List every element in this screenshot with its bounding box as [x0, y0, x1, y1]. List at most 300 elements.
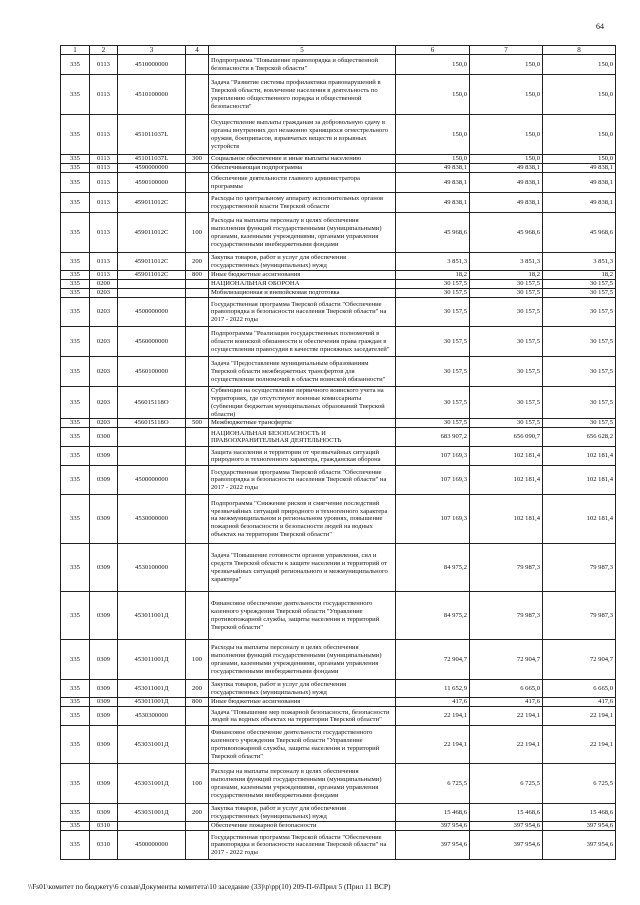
- ministry-code-cell: 335: [61, 115, 90, 155]
- expense-type-cell: [186, 115, 209, 155]
- amount-year1-cell: 30 157,5: [396, 357, 470, 387]
- section-code-cell: 0203: [90, 419, 118, 428]
- amount-year1-cell: 11 652,9: [396, 680, 470, 698]
- ministry-code-cell: 335: [61, 495, 90, 544]
- amount-year3-cell: 6 725,5: [543, 764, 616, 804]
- amount-year3-cell: 22 194,1: [543, 707, 616, 726]
- expense-type-cell: [186, 75, 209, 115]
- amount-year2-cell: 102 181,4: [470, 447, 543, 466]
- table-row: [61, 495, 616, 544]
- amount-year3-cell: 150,0: [543, 155, 616, 164]
- column-number: 4: [186, 46, 209, 55]
- target-article-cell: [118, 447, 186, 466]
- amount-year1-cell: 15 468,6: [396, 804, 470, 822]
- expense-type-cell: 100: [186, 640, 209, 680]
- ministry-code-cell: 335: [61, 592, 90, 640]
- expense-type-cell: [186, 357, 209, 387]
- expense-type-cell: 800: [186, 271, 209, 280]
- amount-year1-cell: 30 157,5: [396, 419, 470, 428]
- expense-type-cell: [186, 193, 209, 213]
- amount-year2-cell: 49 838,1: [470, 164, 543, 173]
- amount-year2-cell: 79 987,3: [470, 592, 543, 640]
- target-article-cell: 4530300000: [118, 707, 186, 726]
- table-row: [61, 544, 616, 592]
- item-name-cell: Иные бюджетные ассигнования: [209, 698, 396, 707]
- amount-year3-cell: 102 181,4: [543, 447, 616, 466]
- amount-year1-cell: 22 194,1: [396, 726, 470, 764]
- table-row: [61, 447, 616, 466]
- section-code-cell: 0203: [90, 357, 118, 387]
- amount-year2-cell: 22 194,1: [470, 707, 543, 726]
- section-code-cell: 0300: [90, 428, 118, 447]
- ministry-code-cell: 335: [61, 726, 90, 764]
- expense-type-cell: [186, 447, 209, 466]
- expense-type-cell: 300: [186, 155, 209, 164]
- section-code-cell: 0309: [90, 804, 118, 822]
- section-code-cell: 0309: [90, 726, 118, 764]
- ministry-code-cell: 335: [61, 280, 90, 289]
- target-article-cell: [118, 289, 186, 298]
- table-row: [61, 155, 616, 164]
- amount-year2-cell: 397 954,6: [470, 831, 543, 860]
- ministry-code-cell: 335: [61, 544, 90, 592]
- section-code-cell: 0113: [90, 173, 118, 193]
- item-name-cell: Мобилизационная и вневойсковая подготовка: [209, 289, 396, 298]
- section-code-cell: 0309: [90, 707, 118, 726]
- amount-year2-cell: 150,0: [470, 115, 543, 155]
- target-article-cell: 4500000000: [118, 831, 186, 860]
- section-code-cell: 0113: [90, 213, 118, 253]
- item-name-cell: НАЦИОНАЛЬНАЯ ОБОРОНА: [209, 280, 396, 289]
- target-article-cell: 453011001Д: [118, 698, 186, 707]
- item-name-cell: Государственная программа Тверской области "Обеспечение правопорядка и безопасности населения Тверской области" на 2017 - 2022 годы: [209, 298, 396, 327]
- column-number: 7: [470, 46, 543, 55]
- ministry-code-cell: 335: [61, 447, 90, 466]
- target-article-cell: 4590100000: [118, 173, 186, 193]
- amount-year3-cell: 397 954,6: [543, 822, 616, 831]
- expense-type-cell: [186, 298, 209, 327]
- amount-year1-cell: 30 157,5: [396, 327, 470, 357]
- amount-year1-cell: 6 725,5: [396, 764, 470, 804]
- amount-year3-cell: 79 987,3: [543, 544, 616, 592]
- item-name-cell: НАЦИОНАЛЬНАЯ БЕЗОПАСНОСТЬ И ПРАВООХРАНИТЕЛЬНАЯ ДЕЯТЕЛЬНОСТЬ: [209, 428, 396, 447]
- item-name-cell: Расходы на выплаты персоналу в целях обеспечения выполнения функций государственными (муниципальными) органами, казенными учреждениями, органами управления государственными внебюджетными фондами: [209, 764, 396, 804]
- expense-type-cell: [186, 707, 209, 726]
- item-name-cell: Защита населения и территории от чрезвычайных ситуаций природного и техногенного характера, гражданская оборона: [209, 447, 396, 466]
- expense-type-cell: [186, 831, 209, 860]
- item-name-cell: Расходы на выплаты персоналу в целях обеспечения выполнения функций государственными (муниципальными) органами, казенными учреждениями, органами управления государственными внебюджетными фондами: [209, 640, 396, 680]
- item-name-cell: Обеспечение пожарной безопасности: [209, 822, 396, 831]
- table-row: [61, 680, 616, 698]
- table-row: [61, 428, 616, 447]
- section-code-cell: 0113: [90, 155, 118, 164]
- item-name-cell: Финансовое обеспечение деятельности государственного казенного учреждения Тверской области "Управление противопожарной службы, защиты населения и территорий Тверской области": [209, 726, 396, 764]
- ministry-code-cell: 335: [61, 680, 90, 698]
- section-code-cell: 0200: [90, 280, 118, 289]
- target-article-cell: 459011012С: [118, 253, 186, 271]
- item-name-cell: Межбюджетные трансферты: [209, 419, 396, 428]
- table-row: [61, 831, 616, 860]
- ministry-code-cell: 335: [61, 164, 90, 173]
- amount-year2-cell: 18,2: [470, 271, 543, 280]
- expense-type-cell: 100: [186, 213, 209, 253]
- target-article-cell: 459011012С: [118, 213, 186, 253]
- amount-year1-cell: 3 851,3: [396, 253, 470, 271]
- amount-year1-cell: 150,0: [396, 155, 470, 164]
- section-code-cell: 0113: [90, 75, 118, 115]
- amount-year1-cell: 22 194,1: [396, 707, 470, 726]
- amount-year3-cell: 102 181,4: [543, 495, 616, 544]
- expense-type-cell: [186, 592, 209, 640]
- amount-year3-cell: 30 157,5: [543, 387, 616, 419]
- item-name-cell: Задача "Повышение мер пожарной безопасности, безопасности людей на водных объектах на территории Тверской области": [209, 707, 396, 726]
- ministry-code-cell: 335: [61, 55, 90, 75]
- section-code-cell: 0203: [90, 327, 118, 357]
- table-row: [61, 289, 616, 298]
- ministry-code-cell: 335: [61, 327, 90, 357]
- item-name-cell: Финансовое обеспечение деятельности государственного казенного учреждения Тверской области "Управление противопожарной службы, защиты населения и территорий Тверской области": [209, 592, 396, 640]
- amount-year2-cell: 656 090,7: [470, 428, 543, 447]
- expense-type-cell: 100: [186, 764, 209, 804]
- item-name-cell: Расходы на выплаты персоналу в целях обеспечения выполнения функций государственными (муниципальными) органами, казенными учреждениями, органами управления государственными внебюджетными фондами: [209, 213, 396, 253]
- item-name-cell: Подпрограмма "Повышение правопорядка и общественной безопасности в Тверской области": [209, 55, 396, 75]
- section-code-cell: 0310: [90, 831, 118, 860]
- amount-year3-cell: 6 665,0: [543, 680, 616, 698]
- column-number: 1: [61, 46, 90, 55]
- table-row: [61, 193, 616, 213]
- amount-year3-cell: 150,0: [543, 75, 616, 115]
- budget-table: [60, 45, 616, 860]
- target-article-cell: 453011001Д: [118, 592, 186, 640]
- amount-year3-cell: 30 157,5: [543, 357, 616, 387]
- ministry-code-cell: 335: [61, 804, 90, 822]
- amount-year2-cell: 102 181,4: [470, 495, 543, 544]
- target-article-cell: 4500000000: [118, 466, 186, 495]
- amount-year2-cell: 72 904,7: [470, 640, 543, 680]
- expense-type-cell: 800: [186, 698, 209, 707]
- table-row: [61, 357, 616, 387]
- item-name-cell: Иные бюджетные ассигнования: [209, 271, 396, 280]
- amount-year1-cell: 49 838,1: [396, 193, 470, 213]
- table-row: [61, 327, 616, 357]
- amount-year3-cell: 72 904,7: [543, 640, 616, 680]
- table-row: [61, 271, 616, 280]
- item-name-cell: Задача "Повышение готовности органов управления, сил и средств Тверской области к защите населения и территорий от чрезвычайных ситуаций регионального и межмуниципального характера": [209, 544, 396, 592]
- expense-type-cell: [186, 495, 209, 544]
- target-article-cell: 459011012С: [118, 193, 186, 213]
- amount-year3-cell: 30 157,5: [543, 419, 616, 428]
- section-code-cell: 0310: [90, 822, 118, 831]
- target-article-cell: 4510100000: [118, 75, 186, 115]
- item-name-cell: Обеспечивающая подпрограмма: [209, 164, 396, 173]
- table-row: [61, 253, 616, 271]
- amount-year1-cell: 107 169,3: [396, 447, 470, 466]
- expense-type-cell: [186, 387, 209, 419]
- item-name-cell: Закупка товаров, работ и услуг для обеспечения государственных (муниципальных) нужд: [209, 253, 396, 271]
- target-article-cell: 453031001Д: [118, 804, 186, 822]
- amount-year3-cell: 30 157,5: [543, 327, 616, 357]
- table-row: [61, 822, 616, 831]
- target-article-cell: 459011012С: [118, 271, 186, 280]
- expense-type-cell: 200: [186, 253, 209, 271]
- amount-year1-cell: 397 954,6: [396, 831, 470, 860]
- amount-year3-cell: 102 181,4: [543, 466, 616, 495]
- item-name-cell: Задача "Развитие системы профилактики правонарушений в Тверской области, вовлечение населения в деятельность по укреплению общественного порядка и общественной безопасности": [209, 75, 396, 115]
- amount-year2-cell: 30 157,5: [470, 357, 543, 387]
- target-article-cell: 4560000000: [118, 327, 186, 357]
- amount-year1-cell: 72 904,7: [396, 640, 470, 680]
- amount-year1-cell: 30 157,5: [396, 387, 470, 419]
- section-code-cell: 0203: [90, 298, 118, 327]
- amount-year2-cell: 102 181,4: [470, 466, 543, 495]
- target-article-cell: [118, 822, 186, 831]
- amount-year3-cell: 49 838,1: [543, 164, 616, 173]
- expense-type-cell: [186, 55, 209, 75]
- amount-year1-cell: 150,0: [396, 55, 470, 75]
- amount-year1-cell: 417,6: [396, 698, 470, 707]
- ministry-code-cell: 335: [61, 707, 90, 726]
- expense-type-cell: [186, 280, 209, 289]
- amount-year3-cell: 150,0: [543, 115, 616, 155]
- section-code-cell: 0309: [90, 544, 118, 592]
- expense-type-cell: [186, 289, 209, 298]
- target-article-cell: 451011037L: [118, 115, 186, 155]
- ministry-code-cell: 335: [61, 75, 90, 115]
- section-code-cell: 0309: [90, 592, 118, 640]
- amount-year3-cell: 397 954,6: [543, 831, 616, 860]
- amount-year3-cell: 3 851,3: [543, 253, 616, 271]
- ministry-code-cell: 335: [61, 173, 90, 193]
- amount-year2-cell: 417,6: [470, 698, 543, 707]
- table-row: [61, 592, 616, 640]
- item-name-cell: Государственная программа Тверской области "Обеспечение правопорядка и безопасности населения Тверской области" на 2017 - 2022 годы: [209, 831, 396, 860]
- amount-year3-cell: 30 157,5: [543, 280, 616, 289]
- target-article-cell: 453011001Д: [118, 640, 186, 680]
- amount-year3-cell: 45 968,6: [543, 213, 616, 253]
- ministry-code-cell: 335: [61, 357, 90, 387]
- expense-type-cell: [186, 822, 209, 831]
- expense-type-cell: [186, 327, 209, 357]
- section-code-cell: 0113: [90, 55, 118, 75]
- column-number: 5: [209, 46, 396, 55]
- column-number: 6: [396, 46, 470, 55]
- target-article-cell: [118, 428, 186, 447]
- target-article-cell: 456015118О: [118, 387, 186, 419]
- amount-year1-cell: 30 157,5: [396, 298, 470, 327]
- amount-year2-cell: 150,0: [470, 75, 543, 115]
- amount-year3-cell: 22 194,1: [543, 726, 616, 764]
- section-code-cell: 0309: [90, 466, 118, 495]
- ministry-code-cell: 335: [61, 698, 90, 707]
- amount-year1-cell: 107 169,3: [396, 466, 470, 495]
- section-code-cell: 0309: [90, 698, 118, 707]
- amount-year3-cell: 30 157,5: [543, 289, 616, 298]
- table-row: [61, 804, 616, 822]
- amount-year3-cell: 656 628,2: [543, 428, 616, 447]
- table-row: [61, 280, 616, 289]
- table-row: [61, 115, 616, 155]
- amount-year2-cell: 30 157,5: [470, 289, 543, 298]
- target-article-cell: 451011037L: [118, 155, 186, 164]
- expense-type-cell: [186, 173, 209, 193]
- amount-year2-cell: 49 838,1: [470, 173, 543, 193]
- section-code-cell: 0113: [90, 253, 118, 271]
- ministry-code-cell: 335: [61, 419, 90, 428]
- column-number: 3: [118, 46, 186, 55]
- item-name-cell: Социальное обеспечение и иные выплаты населению: [209, 155, 396, 164]
- expense-type-cell: [186, 466, 209, 495]
- ministry-code-cell: 335: [61, 289, 90, 298]
- page-number: 64: [596, 22, 604, 31]
- amount-year3-cell: 49 838,1: [543, 193, 616, 213]
- column-number: 8: [543, 46, 616, 55]
- amount-year1-cell: 49 838,1: [396, 164, 470, 173]
- target-article-cell: 453031001Д: [118, 764, 186, 804]
- table-row: [61, 726, 616, 764]
- expense-type-cell: [186, 428, 209, 447]
- amount-year2-cell: 49 838,1: [470, 193, 543, 213]
- item-name-cell: Задача "Предоставление муниципальным образованиям Тверской области межбюджетных трансфертов для осуществления полномочий в области воинской обязанности": [209, 357, 396, 387]
- expense-type-cell: 200: [186, 804, 209, 822]
- amount-year3-cell: 150,0: [543, 55, 616, 75]
- target-article-cell: [118, 280, 186, 289]
- item-name-cell: Расходы по центральному аппарату исполнительных органов государственной власти Тверской области: [209, 193, 396, 213]
- table-row: [61, 419, 616, 428]
- item-name-cell: Закупка товаров, работ и услуг для обеспечения государственных (муниципальных) нужд: [209, 680, 396, 698]
- table-row: [61, 173, 616, 193]
- amount-year2-cell: 30 157,5: [470, 387, 543, 419]
- item-name-cell: Государственная программа Тверской области "Обеспечение правопорядка и безопасности населения Тверской области" на 2017 - 2022 годы: [209, 466, 396, 495]
- target-article-cell: 456015118О: [118, 419, 186, 428]
- section-code-cell: 0309: [90, 447, 118, 466]
- ministry-code-cell: 335: [61, 640, 90, 680]
- amount-year2-cell: 30 157,5: [470, 280, 543, 289]
- amount-year1-cell: 30 157,5: [396, 280, 470, 289]
- amount-year2-cell: 6 665,0: [470, 680, 543, 698]
- expense-type-cell: 200: [186, 680, 209, 698]
- footer-file-path: \\Fs01\комитет по бюджету\6 созыв\Документы комитета\10 заседание (33)\р\рр(10) 209-П-6\Прил 5 (Прил 11 ВСР): [28, 882, 391, 891]
- table-row: [61, 387, 616, 419]
- amount-year1-cell: 107 169,3: [396, 495, 470, 544]
- amount-year2-cell: 150,0: [470, 155, 543, 164]
- table-row: [61, 75, 616, 115]
- amount-year2-cell: 397 954,6: [470, 822, 543, 831]
- target-article-cell: 4530100000: [118, 544, 186, 592]
- table-row: [61, 698, 616, 707]
- ministry-code-cell: 335: [61, 822, 90, 831]
- amount-year3-cell: 79 987,3: [543, 592, 616, 640]
- amount-year2-cell: 79 987,3: [470, 544, 543, 592]
- expense-type-cell: [186, 726, 209, 764]
- amount-year1-cell: 84 975,2: [396, 592, 470, 640]
- ministry-code-cell: 335: [61, 764, 90, 804]
- amount-year3-cell: 30 157,5: [543, 298, 616, 327]
- target-article-cell: 4590000000: [118, 164, 186, 173]
- table-row: [61, 164, 616, 173]
- target-article-cell: 453031001Д: [118, 726, 186, 764]
- amount-year1-cell: 30 157,5: [396, 289, 470, 298]
- amount-year1-cell: 397 954,6: [396, 822, 470, 831]
- amount-year1-cell: 45 968,6: [396, 213, 470, 253]
- section-code-cell: 0113: [90, 271, 118, 280]
- section-code-cell: 0113: [90, 193, 118, 213]
- item-name-cell: Обеспечение деятельности главного администратора программы: [209, 173, 396, 193]
- amount-year3-cell: 49 838,1: [543, 173, 616, 193]
- amount-year2-cell: 22 194,1: [470, 726, 543, 764]
- amount-year2-cell: 15 468,6: [470, 804, 543, 822]
- amount-year1-cell: 683 907,2: [396, 428, 470, 447]
- section-code-cell: 0203: [90, 387, 118, 419]
- item-name-cell: Осуществление выплаты гражданам за добровольную сдачу в органы внутренних дел незаконно хранящихся огнестрельного оружия, боеприпасов, взрывчатых веществ и взрывных устройств: [209, 115, 396, 155]
- amount-year2-cell: 150,0: [470, 55, 543, 75]
- item-name-cell: Подпрограмма "Снижение рисков и смягчение последствий чрезвычайных ситуаций природного и техногенного характера на межмуниципальном и региональном уровнях, повышение пожарной безопасности и безопасности людей на водных объектах на территории Тверской области": [209, 495, 396, 544]
- table-row: [61, 55, 616, 75]
- amount-year2-cell: 45 968,6: [470, 213, 543, 253]
- expense-type-cell: 500: [186, 419, 209, 428]
- section-code-cell: 0113: [90, 164, 118, 173]
- section-code-cell: 0309: [90, 495, 118, 544]
- section-code-cell: 0113: [90, 115, 118, 155]
- ministry-code-cell: 335: [61, 253, 90, 271]
- amount-year2-cell: 30 157,5: [470, 298, 543, 327]
- amount-year2-cell: 30 157,5: [470, 419, 543, 428]
- amount-year2-cell: 3 851,3: [470, 253, 543, 271]
- table-row: [61, 707, 616, 726]
- item-name-cell: Субвенции на осуществление первичного воинского учета на территориях, где отсутствуют военные комиссариаты (субвенции бюджетам муниципальных образований Тверской области): [209, 387, 396, 419]
- item-name-cell: Подпрограмма "Реализация государственных полномочий в области воинской обязанности и обеспечения права граждан в осуществлении правосудия в качестве присяжных заседателей": [209, 327, 396, 357]
- amount-year1-cell: 150,0: [396, 75, 470, 115]
- ministry-code-cell: 335: [61, 155, 90, 164]
- expense-type-cell: [186, 164, 209, 173]
- amount-year1-cell: 150,0: [396, 115, 470, 155]
- amount-year2-cell: 30 157,5: [470, 327, 543, 357]
- section-code-cell: 0309: [90, 680, 118, 698]
- table-row: [61, 213, 616, 253]
- item-name-cell: Закупка товаров, работ и услуг для обеспечения государственных (муниципальных) нужд: [209, 804, 396, 822]
- column-number-row: [61, 46, 616, 55]
- ministry-code-cell: 335: [61, 466, 90, 495]
- target-article-cell: 4530000000: [118, 495, 186, 544]
- amount-year1-cell: 49 838,1: [396, 173, 470, 193]
- ministry-code-cell: 335: [61, 213, 90, 253]
- ministry-code-cell: 335: [61, 271, 90, 280]
- expense-type-cell: [186, 544, 209, 592]
- table-row: [61, 640, 616, 680]
- section-code-cell: 0203: [90, 289, 118, 298]
- section-code-cell: 0309: [90, 764, 118, 804]
- target-article-cell: 453011001Д: [118, 680, 186, 698]
- ministry-code-cell: 335: [61, 428, 90, 447]
- ministry-code-cell: 335: [61, 298, 90, 327]
- amount-year1-cell: 18,2: [396, 271, 470, 280]
- column-number: 2: [90, 46, 118, 55]
- ministry-code-cell: 335: [61, 831, 90, 860]
- amount-year3-cell: 18,2: [543, 271, 616, 280]
- section-code-cell: 0309: [90, 640, 118, 680]
- table-row: [61, 466, 616, 495]
- amount-year3-cell: 15 468,6: [543, 804, 616, 822]
- target-article-cell: 4500000000: [118, 298, 186, 327]
- amount-year2-cell: 6 725,5: [470, 764, 543, 804]
- amount-year3-cell: 417,6: [543, 698, 616, 707]
- target-article-cell: 4510000000: [118, 55, 186, 75]
- target-article-cell: 4560100000: [118, 357, 186, 387]
- table-row: [61, 764, 616, 804]
- ministry-code-cell: 335: [61, 193, 90, 213]
- ministry-code-cell: 335: [61, 387, 90, 419]
- table-row: [61, 298, 616, 327]
- amount-year1-cell: 84 975,2: [396, 544, 470, 592]
